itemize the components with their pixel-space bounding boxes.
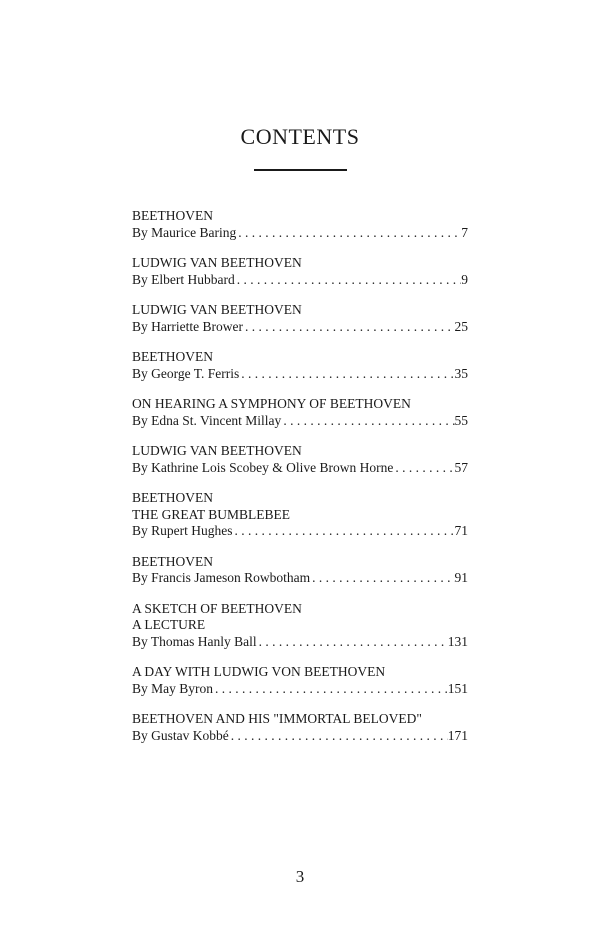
toc-entry[interactable] (132, 664, 468, 697)
toc-entry-title: BEETHOVEN (132, 208, 213, 223)
toc-entry-page: 91 (454, 570, 468, 585)
dot-leader (239, 366, 454, 383)
toc-entry[interactable] (132, 490, 468, 540)
toc-entry-byline (132, 366, 468, 383)
toc-entry[interactable] (132, 302, 468, 335)
page-title: CONTENTS (240, 124, 360, 149)
toc-entry-title: BEETHOVEN (132, 553, 213, 569)
toc-entry-subtitle: A LECTURE (132, 617, 206, 632)
toc-entry[interactable] (132, 208, 468, 241)
toc-entry-author: By Thomas Hanly Ball (132, 633, 257, 649)
table-of-contents (132, 208, 468, 758)
toc-entry-author: By Francis Jameson Rowbotham (132, 570, 311, 585)
toc-entry-author: By Rupert Hughes (132, 523, 233, 538)
toc-entry-byline (132, 225, 468, 242)
toc-entry-byline (132, 728, 468, 745)
toc-entry-byline (132, 319, 468, 336)
dot-leader (257, 634, 448, 651)
toc-entry-byline (132, 523, 468, 540)
dot-leader (213, 681, 448, 698)
toc-entry[interactable] (132, 601, 468, 651)
toc-entry-author: By May Byron (132, 680, 213, 696)
toc-entry-byline (132, 413, 468, 430)
dot-leader (281, 413, 454, 430)
dot-leader (235, 272, 462, 289)
toc-entry[interactable] (132, 255, 468, 288)
dot-leader (233, 523, 455, 540)
toc-entry-title: LUDWIG VAN BEETHOVEN (132, 302, 302, 317)
toc-entry-page: 9 (461, 271, 468, 287)
toc-entry[interactable] (132, 349, 468, 382)
toc-entry[interactable] (132, 711, 468, 744)
toc-entry-page: 25 (454, 318, 468, 334)
dot-leader (236, 225, 461, 242)
toc-entry-author: By Kathrine Lois Scobey & Olive Brown Horne (132, 459, 394, 475)
toc-entry-page: 71 (454, 523, 468, 538)
toc-entry-page: 57 (454, 459, 468, 475)
dot-leader (310, 570, 454, 587)
toc-entry-author: By Elbert Hubbard (132, 271, 235, 287)
toc-entry-page: 35 (454, 365, 468, 381)
toc-entry-title: ON HEARING A SYMPHONY OF BEETHOVEN (132, 396, 411, 411)
toc-entry-page: 151 (447, 680, 468, 696)
toc-entry[interactable] (132, 396, 468, 429)
toc-entry-title: BEETHOVEN AND HIS "IMMORTAL BELOVED" (132, 711, 422, 726)
toc-entry-title: BEETHOVEN (132, 349, 213, 364)
dot-leader (229, 728, 448, 745)
toc-entry-author: By Gustav Kobbé (132, 727, 229, 743)
toc-entry-author: By Harriette Brower (132, 318, 243, 334)
title-divider (254, 169, 347, 171)
toc-entry-subtitle: THE GREAT BUMBLEBEE (132, 506, 290, 522)
toc-entry-title: A SKETCH OF BEETHOVEN (132, 600, 302, 616)
toc-entry-title: A DAY WITH LUDWIG VON BEETHOVEN (132, 664, 386, 679)
toc-entry-page: 171 (447, 727, 468, 743)
toc-entry-page: 131 (447, 633, 468, 649)
toc-entry-author: By Edna St. Vincent Millay (132, 412, 282, 428)
toc-entry-page: 7 (461, 224, 468, 240)
toc-entry-byline (132, 681, 468, 698)
toc-entry-page: 55 (454, 412, 468, 428)
toc-entry-byline (132, 272, 468, 289)
toc-entry-byline (132, 460, 468, 477)
toc-entry[interactable] (132, 554, 468, 587)
page-number: 3 (295, 867, 305, 886)
toc-entry-title: LUDWIG VAN BEETHOVEN (132, 443, 302, 458)
toc-entry[interactable] (132, 443, 468, 476)
toc-entry-byline (132, 634, 468, 651)
dot-leader (243, 319, 455, 336)
toc-entry-title: LUDWIG VAN BEETHOVEN (132, 255, 302, 270)
toc-entry-author: By Maurice Baring (132, 224, 237, 240)
dot-leader (393, 460, 454, 477)
toc-entry-byline (132, 570, 468, 587)
toc-entry-author: By George T. Ferris (132, 365, 240, 381)
toc-entry-title: BEETHOVEN (132, 490, 213, 505)
